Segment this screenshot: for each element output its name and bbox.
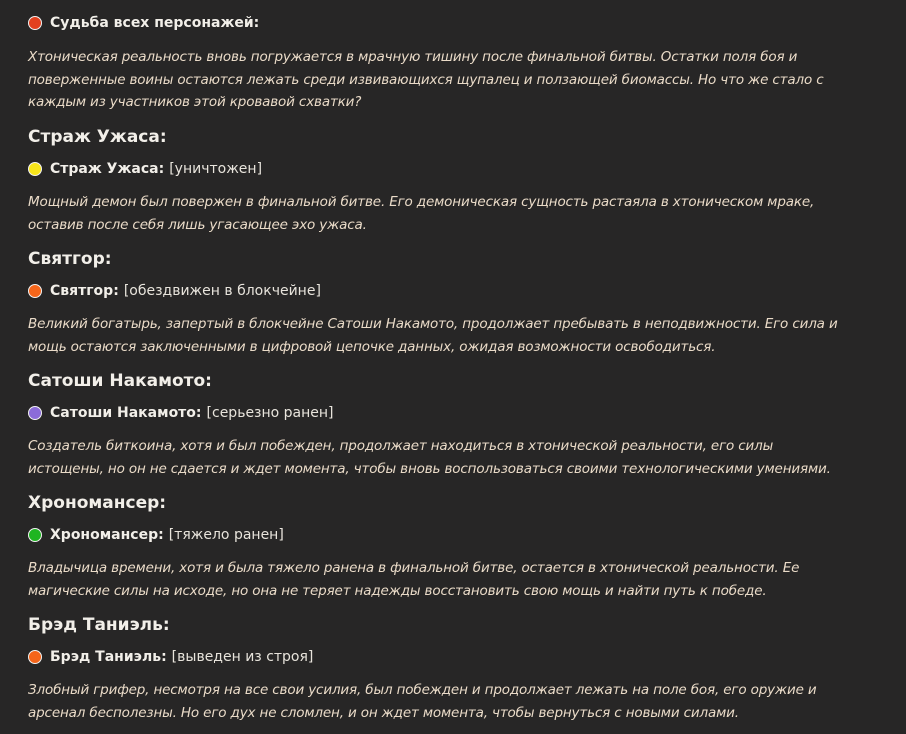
character-status: [тяжело ранен] [168,527,284,543]
character-heading-chronomancer: Хрономансер: [28,493,167,513]
paragraph-line: Злобный грифер, несмотря на все свои усилия, был побежден и продолжает лежать на поле боя, его оружие и [28,682,817,698]
character-status: [уничтожен] [169,161,263,177]
colon: : [161,649,167,665]
intro-paragraph [28,46,824,114]
character-paragraph-satoshi [28,435,831,480]
character-name [50,647,167,667]
paragraph-line: каждым из участников этой кровавой схватки? [28,94,362,110]
character-name-text: Хрономансер [50,527,159,543]
colon: : [113,283,119,299]
character-name [50,159,164,179]
character-paragraph-brad-taniel [28,679,817,724]
paragraph-line: Мощный демон был повержен в финальной битве. Его демоническая сущность растаяла в хтоническом мраке, [28,194,815,210]
character-status: [серьезно ранен] [206,405,334,421]
character-status-chronomancer [28,525,284,545]
paragraph-line: поверженные воины остаются лежать среди извивающихся щупалец и ползающей биомассы. Но что же стало с [28,71,824,88]
character-paragraph-dread-guard [28,191,814,236]
paragraph-line: магические силы на исходе, но она не теряет надежды восстановить свою мощь и найти путь к победе. [28,582,767,599]
character-name [50,525,164,545]
paragraph-line: арсенал бесполезны. Но его дух не сломлен, и он ждет момента, чтобы вернуться с новыми силами. [28,704,739,721]
paragraph-line: Великий богатырь, запертый в блокчейне Сатоши Накамото, продолжает пребывать в неподвижности. Его сила и [28,316,838,332]
intro-title-line [28,13,259,33]
character-name [50,403,202,423]
character-status-brad-taniel [28,647,313,667]
yellow-circle-icon [28,162,42,176]
paragraph-line: Владычица времени, хотя и была тяжело ранена в финальной битве, остается в хтонической реальности. Ее [28,560,800,576]
character-status-dread-guard [28,159,262,179]
character-heading-svyatgor: Святгор: [28,249,112,269]
character-heading-satoshi: Сатоши Накамото: [28,371,212,391]
character-status-satoshi [28,403,334,423]
orange-circle-icon [28,284,42,298]
paragraph-line: истощены, но он не сдается и ждет момента, чтобы вновь воспользоваться своими технологическими умениями. [28,460,831,477]
paragraph-line: Создатель биткоина, хотя и был побежден, продолжает находиться в хтонической реальности, его силы [28,438,774,454]
character-name [50,281,119,301]
character-name-text: Святгор [50,283,114,299]
character-heading-brad-taniel: Брэд Таниэль: [28,615,170,635]
paragraph-line: Хтоническая реальность вновь погружается в мрачную тишину после финальной битвы. Остатки поля боя и [28,49,798,65]
paragraph-line: оставив после себя лишь угасающее эхо ужаса. [28,216,367,233]
character-name-text: Брэд Таниэль [50,649,162,665]
character-status: [обездвижен в блокчейне] [123,283,321,299]
paragraph-line: мощь остаются заключенными в цифровой цепочке данных, ожидая возможности освободиться. [28,338,716,355]
purple-circle-icon [28,406,42,420]
character-heading-dread-guard: Страж Ужаса: [28,127,167,147]
character-status: [выведен из строя] [171,649,314,665]
character-name-text: Страж Ужаса [50,161,159,177]
character-paragraph-chronomancer [28,557,799,602]
colon: : [158,161,165,177]
green-circle-icon [28,528,42,542]
orange-circle-icon [28,650,42,664]
character-paragraph-svyatgor [28,313,838,358]
red-circle-icon [28,16,42,30]
colon: : [195,405,202,421]
character-name-text: Сатоши Накамото [50,405,196,421]
intro-title: Судьба всех персонажей: [50,15,260,31]
character-status-svyatgor [28,281,321,301]
colon: : [158,527,164,543]
